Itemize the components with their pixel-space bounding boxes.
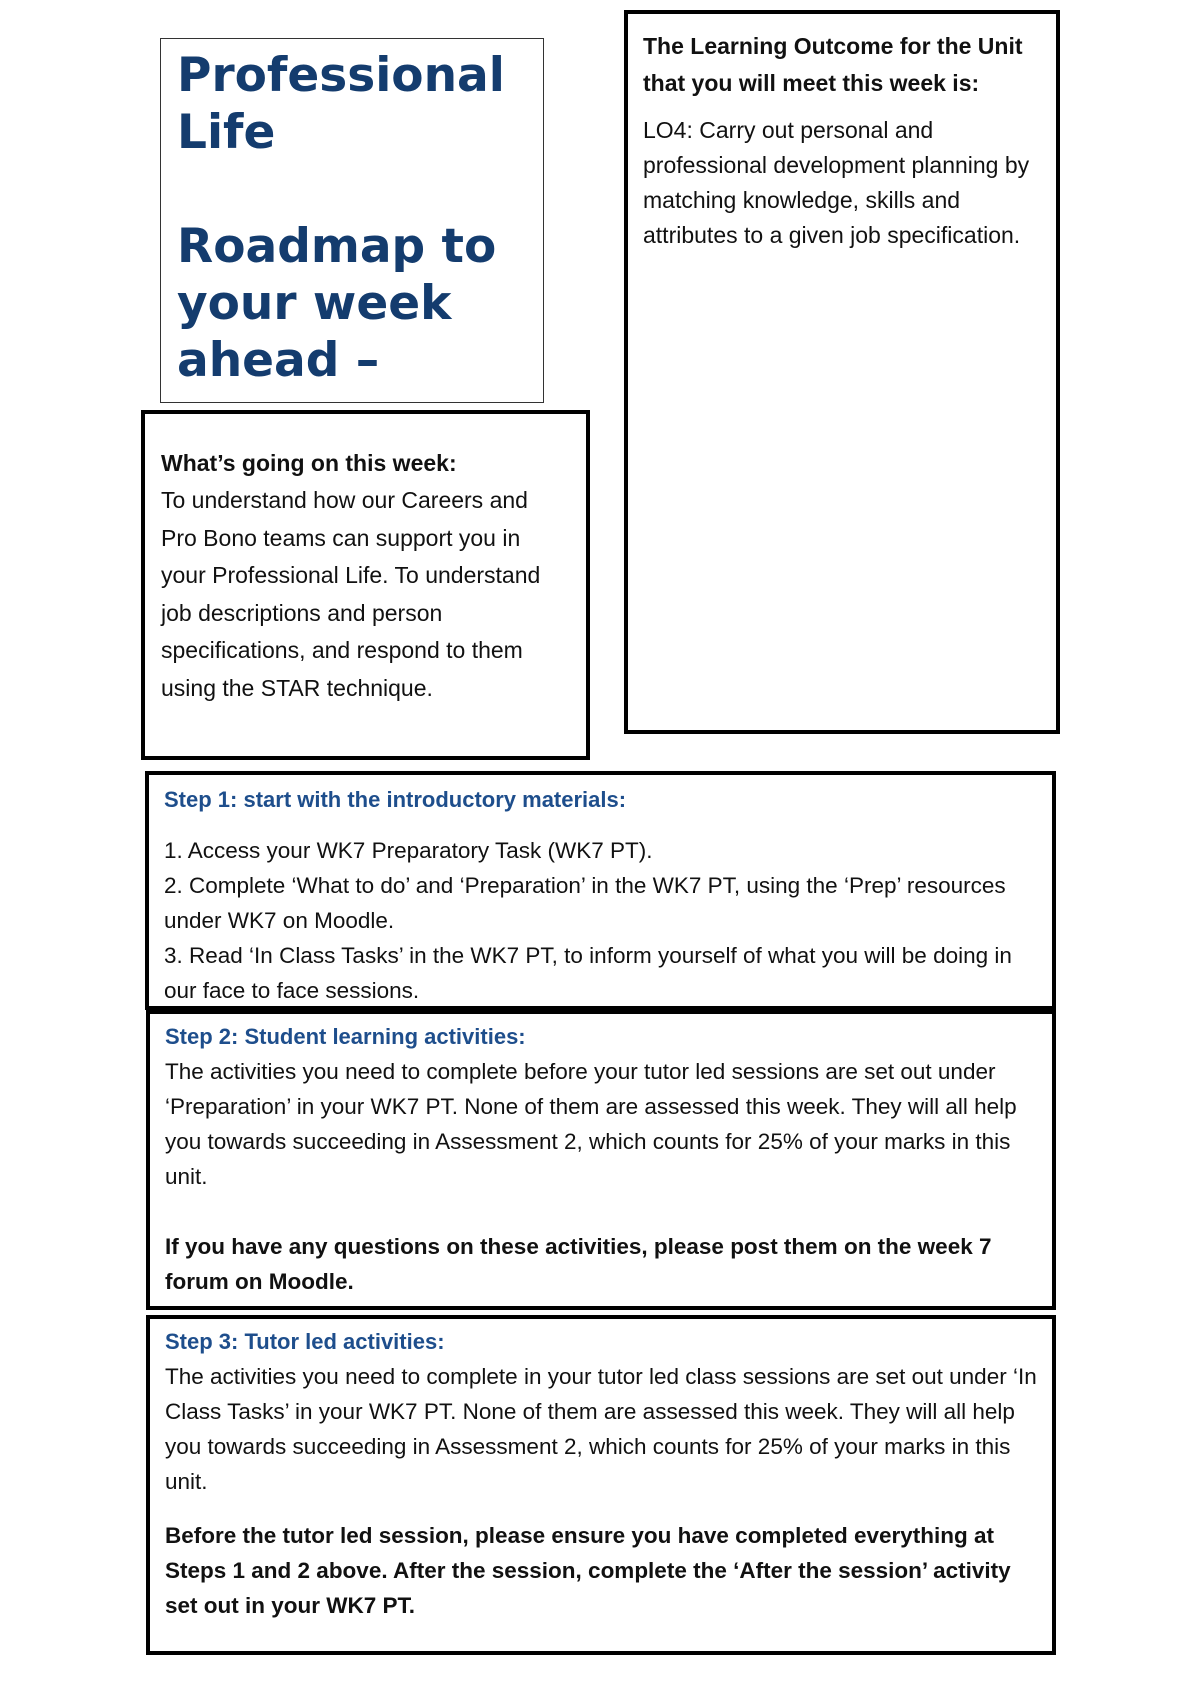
learning-outcome-heading: The Learning Outcome for the Unit that you will meet this week is: bbox=[643, 33, 1023, 96]
step3-box bbox=[146, 1315, 1056, 1655]
title-line-4: your week bbox=[177, 276, 452, 331]
step3-heading: Step 3: Tutor led activities: bbox=[165, 1329, 445, 1354]
learning-outcome-text: LO4: Carry out personal and professional development planning by matching knowledge, skills and attributes to a given job specification. bbox=[643, 117, 1030, 248]
title-line-1: Professional bbox=[177, 48, 505, 103]
step2-box bbox=[146, 1010, 1056, 1310]
step1-item: 1. Access your WK7 Preparatory Task (WK7 PT). bbox=[164, 838, 653, 863]
this-week-text: To understand how our Careers and Pro Bono teams can support you in your Professional Life. To understand job descriptions and person specifications, and respond to them using the STAR technique. bbox=[161, 487, 541, 701]
title-box bbox=[160, 38, 544, 403]
step1-item: 3. Read ‘In Class Tasks’ in the WK7 PT, to inform yourself of what you will be doing in our face to face sessions. bbox=[164, 943, 1012, 1003]
step3-note: Before the tutor led session, please ensure you have completed everything at Steps 1 and 2 above. After the session, complete the ‘After the session’ activity set out in your WK7 PT. bbox=[165, 1523, 1011, 1618]
step1-heading: Step 1: start with the introductory materials: bbox=[164, 787, 627, 812]
this-week-heading: What’s going on this week: bbox=[161, 450, 457, 476]
title-line-2: Life bbox=[177, 105, 276, 160]
step1-item: 2. Complete ‘What to do’ and ‘Preparation’ in the WK7 PT, using the ‘Prep’ resources under WK7 on Moodle. bbox=[164, 873, 1006, 933]
title-spacer bbox=[177, 161, 527, 218]
step2-note: If you have any questions on these activities, please post them on the week 7 forum on Moodle. bbox=[165, 1234, 992, 1294]
title-line-5: ahead – bbox=[177, 333, 380, 388]
learning-outcome-box bbox=[624, 10, 1060, 734]
step2-heading: Step 2: Student learning activities: bbox=[165, 1024, 526, 1049]
step3-spacer bbox=[165, 1499, 1037, 1518]
step1-box bbox=[145, 771, 1056, 1010]
this-week-box bbox=[141, 410, 590, 760]
step3-text: The activities you need to complete in your tutor led class sessions are set out under ‘In Class Tasks’ in your WK7 PT. None of them are assessed this week. They will all help you towards succeeding in Assessment 2, which counts for 25% of your marks in this unit. bbox=[165, 1364, 1037, 1494]
step2-text: The activities you need to complete before your tutor led sessions are set out under ‘Preparation’ in your WK7 PT. None of them are assessed this week. They will all help you towards succeeding in Assessment 2, which counts for 25% of your marks in this unit. bbox=[165, 1059, 1017, 1189]
step2-spacer bbox=[165, 1194, 1037, 1229]
title-line-3: Roadmap to bbox=[177, 219, 497, 274]
